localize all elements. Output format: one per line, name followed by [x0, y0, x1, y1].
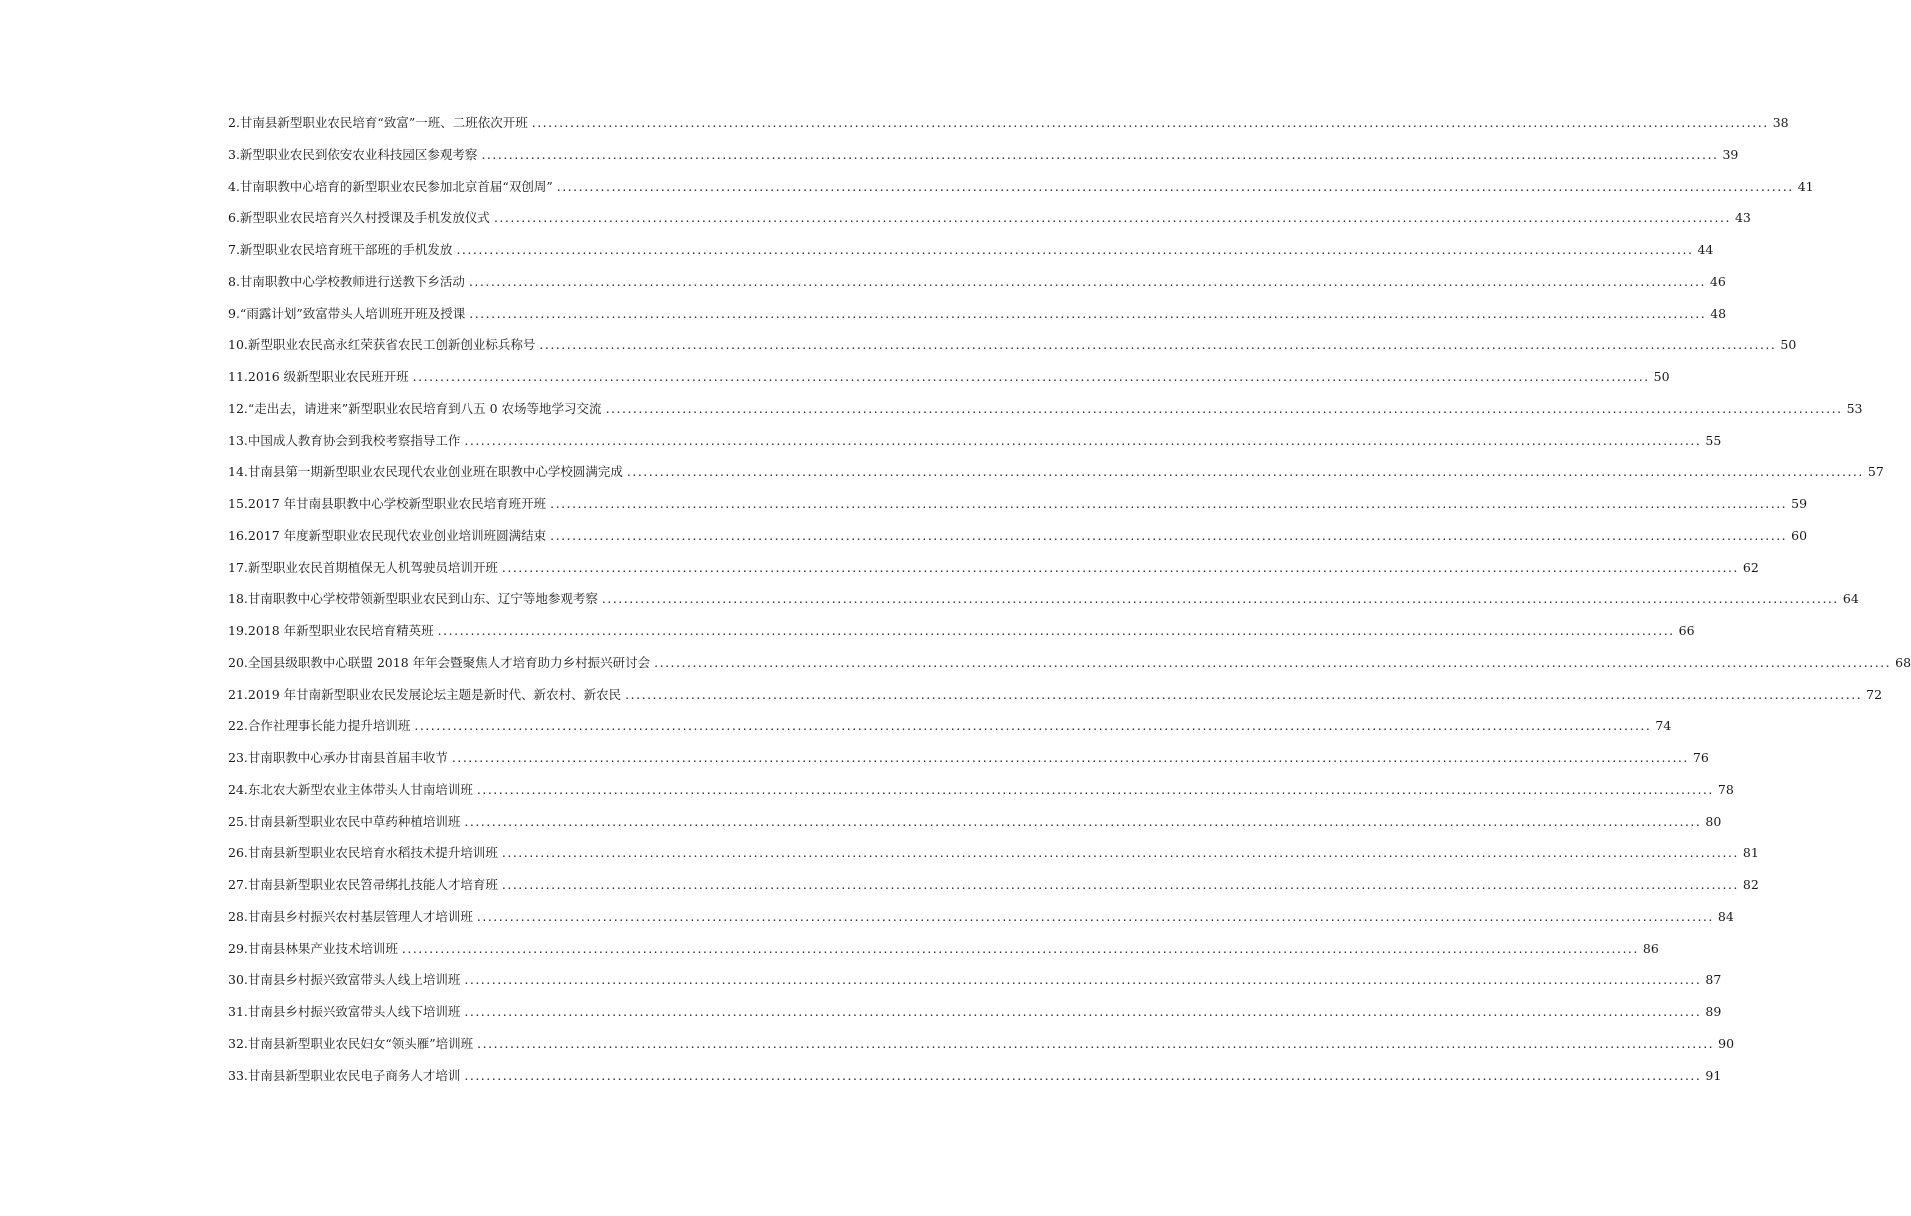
toc-dot-leader [477, 909, 1714, 924]
toc-entry-page-number: 80 [1705, 813, 1722, 829]
toc-dot-leader [413, 369, 1650, 384]
toc-entry-page-number: 53 [1846, 400, 1863, 416]
toc-entry-page-number: 38 [1772, 115, 1789, 130]
toc-entry[interactable] [228, 462, 1884, 494]
toc-entry-page-number: 84 [1717, 908, 1734, 924]
toc-entry-title: 17.新型职业农民首期植保无人机驾驶员培训开班 [228, 559, 498, 575]
toc-entry-title: 33.甘南县新型职业农民电子商务人才培训 [228, 1067, 461, 1083]
toc-dot-leader [557, 179, 1794, 194]
toc-dot-leader [464, 433, 1701, 448]
toc-entry-title: 9.“雨露计划”致富带头人培训班开班及授课 [228, 305, 466, 321]
toc-entry-title: 4.甘南职教中心培育的新型职业农民参加北京首届“双创周” [228, 178, 553, 194]
toc-entry-title: 20.全国县级职教中心联盟 2018 年年会暨聚焦人才培育助力乡村振兴研讨会 [228, 654, 651, 670]
toc-entry-title: 12.“走出去，请进来”新型职业农民培育到八五 0 农场等地学习交流 [228, 400, 602, 416]
toc-dot-leader [464, 1068, 1701, 1083]
toc-entry-page-number: 74 [1655, 718, 1672, 734]
toc-entry[interactable] [228, 589, 1859, 621]
toc-entry[interactable] [228, 399, 1863, 431]
toc-entry-title: 11.2016 级新型职业农民班开班 [228, 369, 409, 384]
toc-dot-leader [502, 560, 1739, 575]
toc-entry[interactable] [228, 335, 1797, 367]
toc-entry-page-number: 62 [1742, 559, 1759, 575]
toc-entry[interactable] [228, 716, 1672, 748]
toc-entry[interactable] [228, 780, 1734, 812]
toc-entry-title: 31.甘南县乡村振兴致富带头人线下培训班 [228, 1004, 461, 1019]
toc-entry[interactable] [228, 812, 1722, 844]
toc-entry[interactable] [228, 304, 1727, 336]
toc-dot-leader [481, 147, 1718, 162]
toc-entry-page-number: 50 [1780, 337, 1797, 353]
table-of-contents [228, 113, 1911, 1097]
toc-entry[interactable] [228, 907, 1734, 939]
toc-entry-page-number: 90 [1718, 1035, 1735, 1051]
toc-entry-title: 21.2019 年甘南新型职业农民发展论坛主题是新时代、新农村、新农民 [228, 686, 622, 702]
toc-entry[interactable] [228, 272, 1726, 304]
toc-entry-page-number: 57 [1867, 464, 1884, 480]
toc-entry[interactable] [228, 208, 1751, 240]
toc-entry[interactable] [228, 558, 1759, 590]
toc-entry-title: 6.新型职业农民培育兴久村授课及手机发放仪式 [228, 210, 490, 226]
toc-dot-leader [550, 496, 1787, 511]
toc-dot-leader [464, 972, 1701, 987]
toc-entry-page-number: 89 [1705, 1004, 1722, 1019]
toc-entry[interactable] [228, 145, 1739, 177]
toc-entry-title: 15.2017 年甘南县职教中心学校新型职业农民培育班开班 [228, 496, 547, 511]
toc-dot-leader [452, 750, 1689, 765]
toc-entry-title: 27.甘南县新型职业农民笤帚绑扎技能人才培育班 [228, 877, 498, 892]
toc-dot-leader [532, 115, 1769, 130]
toc-entry-title: 2.甘南县新型职业农民培育“致富”一班、二班依次开班 [228, 115, 528, 130]
toc-entry[interactable] [228, 177, 1814, 209]
toc-entry-title: 30.甘南县乡村振兴致富带头人线上培训班 [228, 972, 461, 988]
toc-entry-title: 22.合作社理事长能力提升培训班 [228, 718, 411, 734]
toc-entry-page-number: 66 [1678, 623, 1695, 638]
toc-entry-page-number: 81 [1742, 845, 1759, 861]
toc-entry-title: 26.甘南县新型职业农民培育水稻技术提升培训班 [228, 845, 498, 861]
toc-entry-page-number: 60 [1791, 527, 1808, 543]
toc-entry[interactable] [228, 939, 1659, 971]
toc-dot-leader [625, 687, 1862, 702]
toc-entry[interactable] [228, 240, 1714, 272]
toc-entry-title: 10.新型职业农民高永红荣获省农民工创新创业标兵称号 [228, 337, 536, 353]
toc-entry[interactable] [228, 970, 1722, 1002]
toc-dot-leader [502, 845, 1739, 860]
toc-entry-page-number: 50 [1653, 369, 1670, 384]
toc-entry-title: 7.新型职业农民培育班干部班的手机发放 [228, 242, 453, 257]
toc-entry-page-number: 44 [1697, 242, 1714, 257]
toc-entry[interactable] [228, 748, 1709, 780]
toc-dot-leader [602, 591, 1839, 606]
toc-entry-page-number: 87 [1705, 972, 1722, 988]
toc-entry-title: 13.中国成人教育协会到我校考察指导工作 [228, 432, 461, 448]
toc-entry-title: 18.甘南职教中心学校带领新型职业农民到山东、辽宁等地参观考察 [228, 591, 598, 607]
toc-entry-page-number: 48 [1710, 305, 1727, 321]
toc-dot-leader [464, 1004, 1701, 1019]
toc-entry[interactable] [228, 653, 1911, 685]
toc-entry-title: 29.甘南县林果产业技术培训班 [228, 940, 398, 956]
toc-entry-page-number: 76 [1692, 750, 1709, 765]
toc-entry[interactable] [228, 113, 1789, 145]
toc-dot-leader [402, 941, 1639, 956]
toc-dot-leader [502, 877, 1739, 892]
toc-entry[interactable] [228, 1034, 1735, 1066]
toc-dot-leader [414, 718, 1651, 733]
toc-entry-title: 8.甘南职教中心学校教师进行送教下乡活动 [228, 273, 465, 289]
toc-entry-title: 25.甘南县新型职业农民中草药种植培训班 [228, 813, 461, 829]
toc-dot-leader [550, 528, 1787, 543]
toc-entry-title: 19.2018 年新型职业农民培育精英班 [228, 623, 434, 638]
toc-entry[interactable] [228, 621, 1695, 653]
toc-dot-leader [539, 337, 1776, 352]
toc-entry[interactable] [228, 875, 1759, 907]
toc-entry-title: 23.甘南职教中心承办甘南县首届丰收节 [228, 750, 448, 765]
toc-entry-title: 32.甘南县新型职业农民妇女“领头雁”培训班 [228, 1035, 474, 1051]
toc-entry-title: 3.新型职业农民到依安农业科技园区参观考察 [228, 146, 478, 162]
toc-entry-page-number: 46 [1709, 273, 1726, 289]
toc-entry-page-number: 86 [1642, 940, 1659, 956]
toc-entry[interactable] [228, 494, 1808, 526]
toc-dot-leader [456, 242, 1693, 257]
toc-dot-leader [654, 655, 1891, 670]
toc-entry-title: 16.2017 年度新型职业农民现代农业创业培训班圆满结束 [228, 527, 547, 543]
toc-dot-leader [494, 210, 1731, 225]
toc-entry[interactable] [228, 843, 1759, 875]
toc-entry-page-number: 43 [1734, 210, 1751, 226]
toc-entry-page-number: 82 [1742, 877, 1759, 892]
toc-dot-leader [627, 464, 1864, 479]
toc-dot-leader [477, 1036, 1714, 1051]
toc-entry[interactable] [228, 431, 1722, 463]
toc-dot-leader [438, 623, 1675, 638]
toc-entry[interactable] [228, 526, 1808, 558]
toc-entry-title: 14.甘南县第一期新型职业农民现代农业创业班在职教中心学校圆满完成 [228, 464, 623, 480]
toc-entry-page-number: 72 [1866, 686, 1883, 702]
toc-entry-page-number: 91 [1705, 1067, 1722, 1083]
toc-dot-leader [469, 274, 1706, 289]
toc-dot-leader [464, 814, 1701, 829]
toc-entry-page-number: 55 [1705, 432, 1722, 448]
toc-entry-page-number: 78 [1717, 781, 1734, 797]
toc-entry[interactable] [228, 1066, 1722, 1098]
toc-dot-leader [469, 306, 1706, 321]
toc-entry-title: 24.东北农大新型农业主体带头人甘南培训班 [228, 781, 473, 797]
toc-entry[interactable] [228, 685, 1883, 717]
toc-entry-title: 28.甘南县乡村振兴农村基层管理人才培训班 [228, 908, 473, 924]
toc-dot-leader [477, 782, 1714, 797]
toc-entry-page-number: 68 [1895, 654, 1911, 670]
toc-entry[interactable] [228, 367, 1670, 399]
toc-entry-page-number: 39 [1722, 146, 1739, 162]
toc-dot-leader [606, 401, 1843, 416]
toc-entry-page-number: 59 [1791, 496, 1808, 511]
toc-entry-page-number: 41 [1797, 178, 1814, 194]
toc-entry-page-number: 64 [1842, 591, 1859, 607]
toc-entry[interactable] [228, 1002, 1722, 1034]
